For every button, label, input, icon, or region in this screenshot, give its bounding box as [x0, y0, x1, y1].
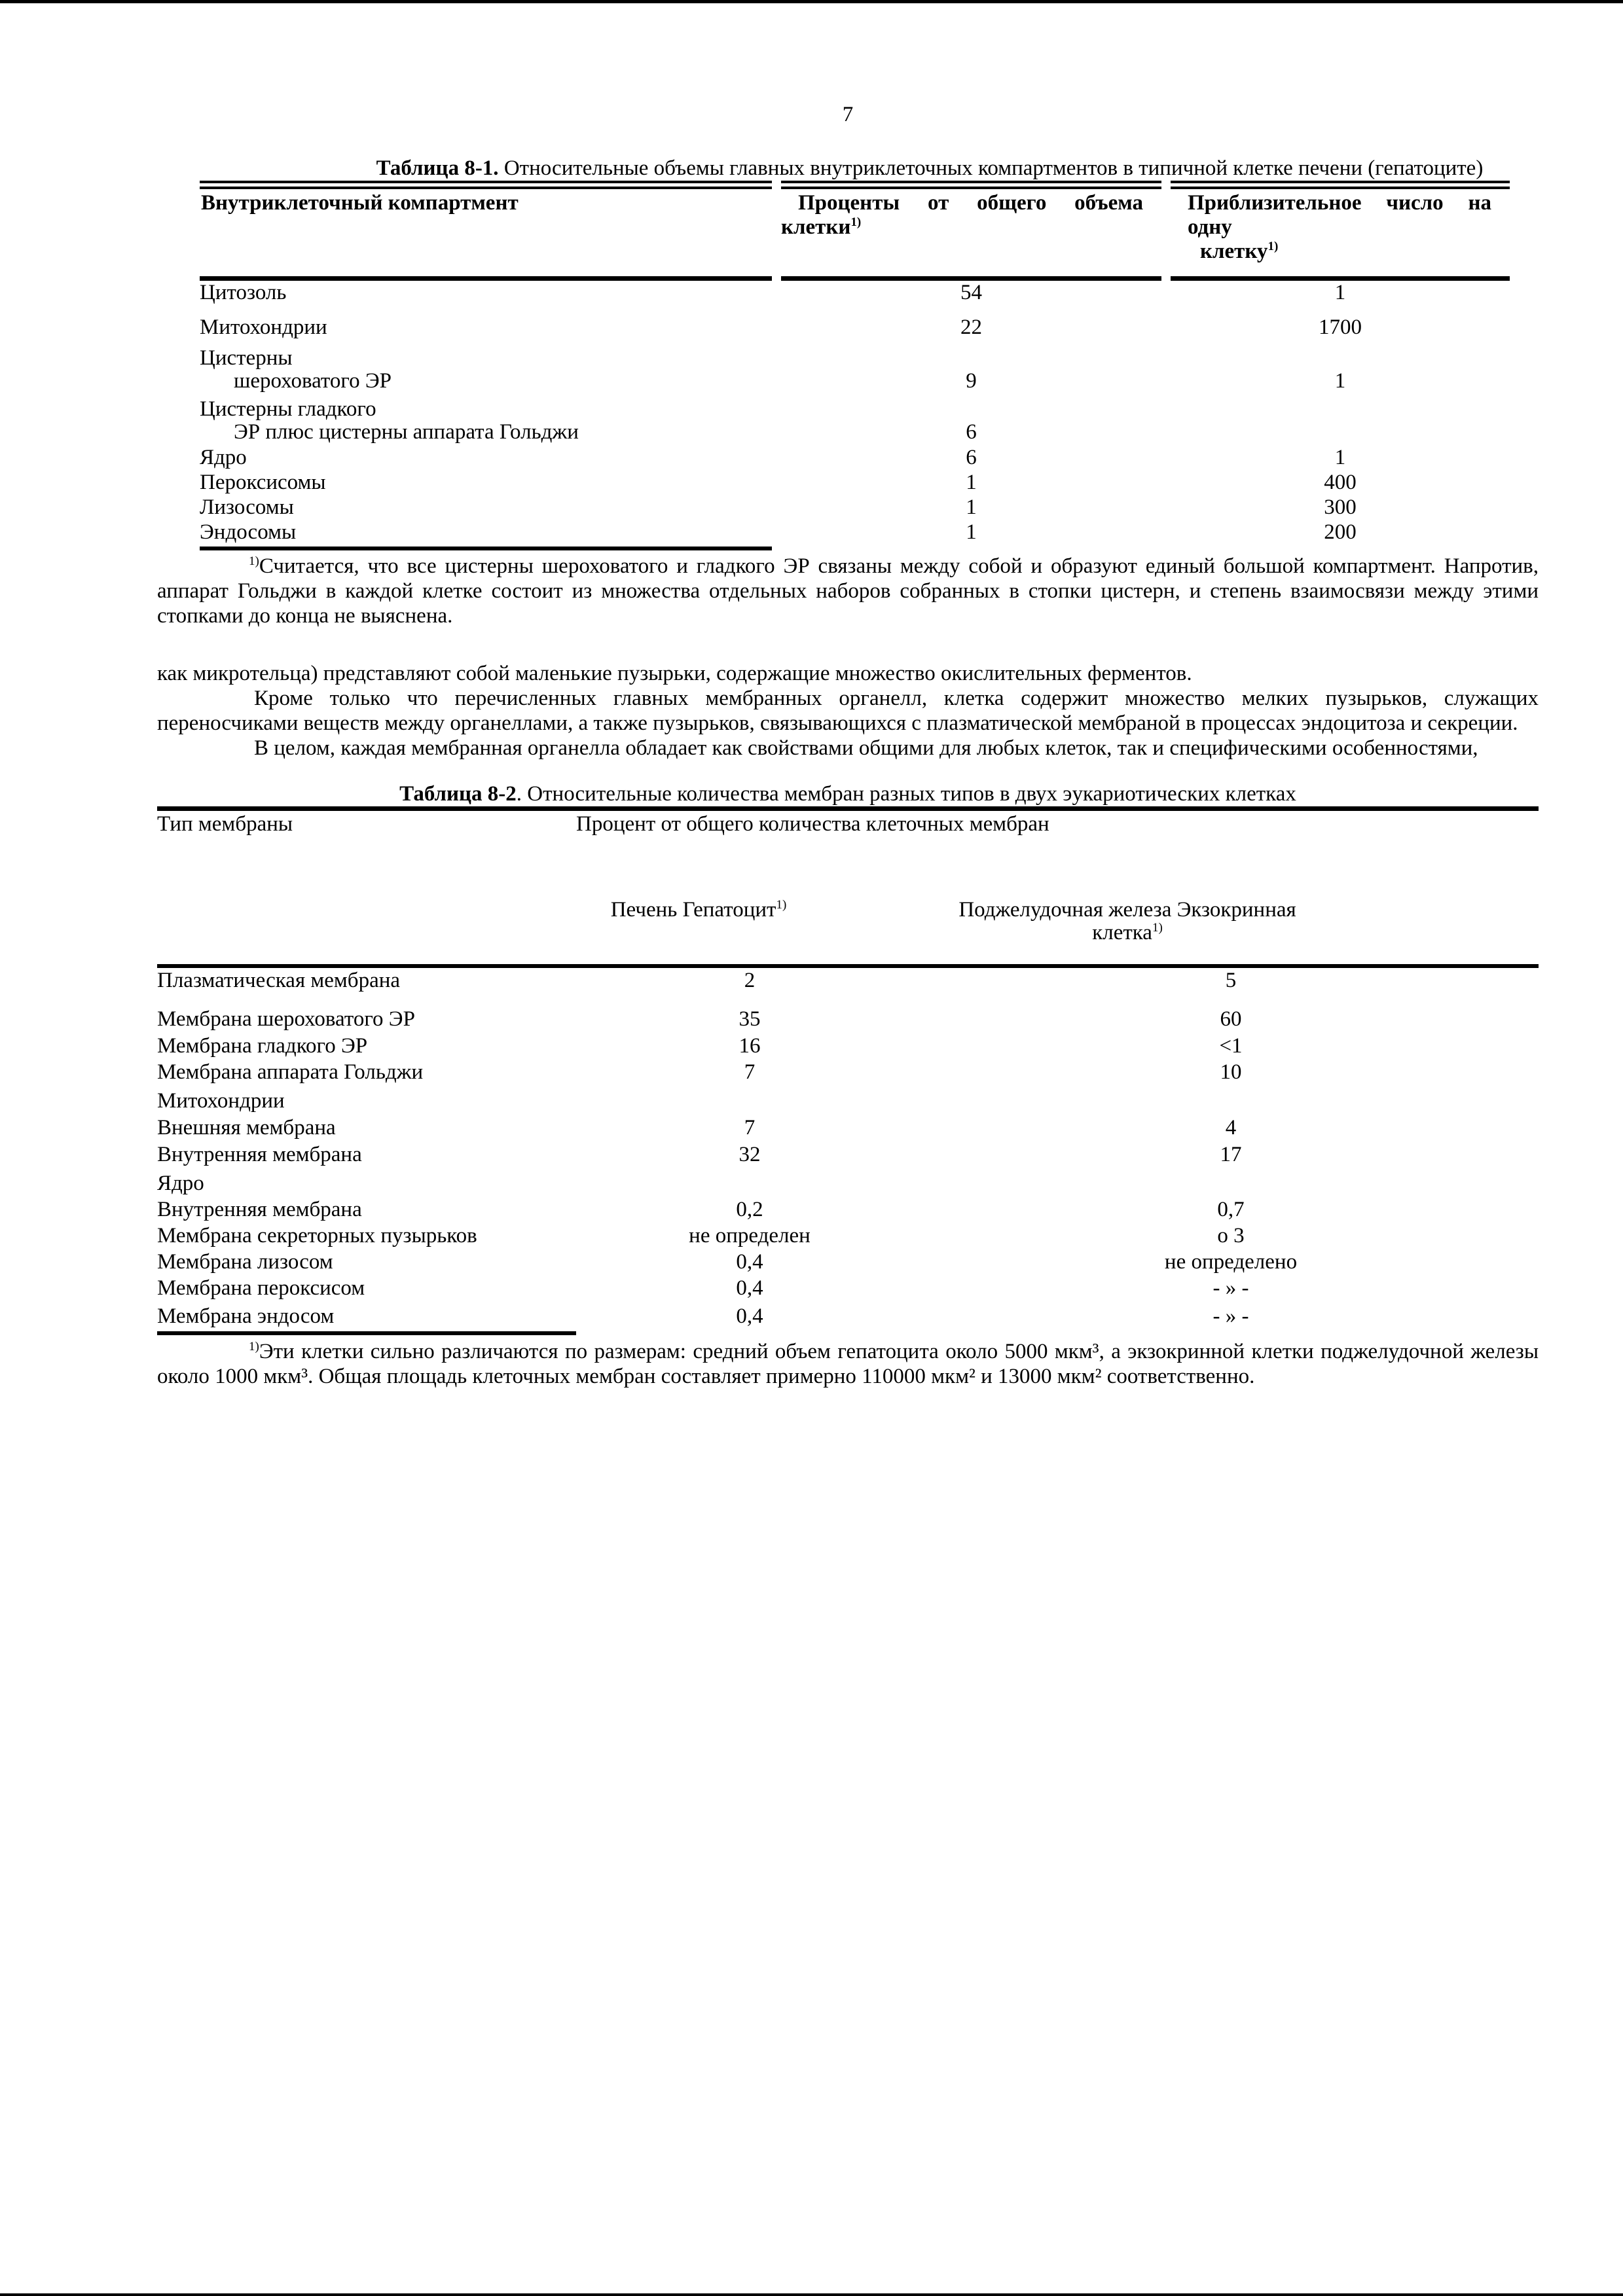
table-8-1-caption-number: Таблица 8-1. [376, 156, 499, 180]
row-count [1171, 393, 1510, 444]
footnote-ref-mark: 1) [850, 215, 862, 229]
row-pancreas-value: 17 [1220, 1143, 1242, 1166]
row-liver-value [576, 1084, 923, 1113]
page-number: 7 [842, 103, 854, 126]
row-label-line1: Ядро [200, 446, 247, 469]
row-label [200, 494, 772, 519]
row-percent: 22 [960, 315, 982, 339]
t1-header-count [1171, 181, 1510, 281]
row-percent: 54 [960, 281, 982, 304]
footnote-ref-mark: 1) [776, 898, 787, 912]
row-label: Мембрана гладкого ЭР [157, 1034, 368, 1058]
row-label: Мембрана шероховатого ЭР [157, 1007, 415, 1031]
row-pancreas-value [923, 1166, 1539, 1195]
t2-header-percent-span: Процент от общего количества клеточных мембран [576, 809, 1539, 899]
row-percent: 6 [966, 420, 977, 444]
table-row [200, 281, 1510, 304]
row-pancreas-value: - » - [1213, 1276, 1249, 1300]
row-label-line1: Цистерны [200, 346, 293, 370]
row-label-line1: Лизосомы [200, 495, 294, 519]
row-liver-value: 0,4 [736, 1304, 763, 1328]
row-pancreas-value: <1 [1219, 1034, 1243, 1058]
table-row [200, 304, 1510, 339]
row-liver-value: 0,4 [736, 1276, 763, 1300]
row-count: 300 [1324, 495, 1357, 519]
footnote-marker: 1) [249, 554, 259, 568]
table-8-2-caption-number: Таблица 8-2 [399, 782, 517, 806]
table-row [157, 1031, 1539, 1058]
row-liver-value: 7 [744, 1060, 756, 1084]
row-label-line2: ЭР плюс цистерны аппарата Гольджи [234, 420, 579, 444]
group-label: Ядро [157, 1172, 204, 1195]
row-count: 1 [1334, 281, 1346, 304]
row-pancreas-value: - » - [1213, 1304, 1249, 1328]
row-label: Мембрана пероксисом [157, 1276, 365, 1300]
table-8-2 [157, 806, 1539, 1335]
row-liver-value: 35 [739, 1007, 761, 1031]
group-header-row [157, 1166, 1539, 1195]
t2-subheader-pancreas [923, 899, 1539, 966]
paragraph-organelles: В целом, каждая мембранная органелла обладает как свойствами общими для любых клеток, так и специфическими особенностями, [254, 736, 1478, 760]
row-liver-value: 0,4 [736, 1250, 763, 1274]
row-liver-value: 0,2 [736, 1198, 763, 1221]
row-count: 400 [1324, 471, 1357, 494]
row-percent: 9 [966, 369, 977, 393]
table-row [200, 519, 1510, 550]
table-row [157, 1274, 1539, 1300]
table-row [157, 1058, 1539, 1084]
t2-subheader-liver-text: Печень Гепатоцит [610, 898, 776, 922]
row-pancreas-value: 60 [1220, 1007, 1242, 1031]
table-8-1-body [200, 281, 1510, 550]
table-row [157, 1221, 1539, 1247]
t2-header-membrane-type: Тип мембраны [157, 809, 576, 899]
row-count: 1700 [1319, 315, 1362, 339]
table-8-2-subheader-row [157, 899, 1539, 966]
row-pancreas-value: о 3 [1217, 1224, 1245, 1247]
t2-subheader-pancreas-text: Поджелудочная железа Экзокринная клетка [958, 898, 1296, 944]
t2-subheader-liver [576, 899, 923, 966]
row-liver-value: не определен [689, 1224, 811, 1247]
row-liver-value [576, 1166, 923, 1195]
table-8-1-caption [157, 156, 1539, 181]
table-row [200, 339, 1510, 393]
t1-header-count-line2-text: клетку [1200, 240, 1268, 263]
row-count: 1 [1334, 369, 1346, 393]
t1-header-count-line1: Приблизительное число на одну [1188, 191, 1491, 239]
row-label: Мембрана эндосом [157, 1300, 576, 1333]
table-8-2-caption [157, 781, 1539, 806]
table-8-1 [191, 181, 1519, 550]
table-row [200, 393, 1510, 444]
row-label-line1: Пероксисомы [200, 471, 326, 494]
paragraph-continuation: как микротельца) представляют собой маленькие пузырьки, содержащие множество окислительных ферментов. [157, 662, 1192, 685]
table-row [157, 966, 1539, 992]
table-row [157, 1247, 1539, 1274]
row-label: Мембрана секреторных пузырьков [157, 1224, 477, 1247]
t1-header-percent-line1: Проценты от общего объема [798, 191, 1143, 215]
row-label-line1: Цитозоль [200, 281, 287, 304]
paragraph-vesicles: Кроме только что перечисленных главных мембранных органелл, клетка содержит множество мелких пузырьков, служащих переносчиками веществ между органеллами, а также пузырьков, связывающихся с плазматической мембраной в процессах эндоцитоза и секреции. [157, 687, 1539, 735]
row-label [200, 281, 772, 304]
row-label: Внутренняя мембрана [157, 1198, 362, 1221]
row-label-line1: Митохондрии [200, 315, 327, 339]
row-percent: 6 [966, 446, 977, 469]
row-liver-value: 32 [739, 1143, 761, 1166]
row-pancreas-value: 5 [1225, 969, 1237, 992]
table-row [157, 1113, 1539, 1139]
table-row [157, 992, 1539, 1031]
table-8-1-header-row [200, 181, 1510, 281]
group-header-row [157, 1084, 1539, 1113]
table-8-2-body [157, 966, 1539, 1333]
table-row [200, 469, 1510, 494]
row-liver-value: 7 [744, 1116, 756, 1139]
row-pancreas-value: не определено [1164, 1250, 1298, 1274]
row-label: Внешняя мембрана [157, 1116, 336, 1139]
table-row [200, 444, 1510, 469]
table-8-1-footnote [157, 554, 1539, 628]
table-8-2-caption-text: . Относительные количества мембран разных типов в двух эукариотических клетках [516, 782, 1296, 806]
row-label: Мембрана аппарата Гольджи [157, 1060, 424, 1084]
table-8-1-header [200, 181, 1510, 281]
footnote-ref-mark: 1) [1267, 240, 1279, 253]
row-count: 200 [1324, 520, 1357, 544]
row-label-line2: шероховатого ЭР [234, 369, 392, 393]
row-liver-value: 16 [739, 1034, 761, 1058]
page-top-edge-line [0, 0, 1623, 3]
table-8-1-footnote-text: Считается, что все цистерны шероховатого и гладкого ЭР связаны между собой и образуют единый большой компартмент. Напротив, аппарат Гольджи в каждой клетке состоит из множества отдельных наборов собранных в стопки цистерн, и степень взаимосвязи между этими стопками до конца не выяснена. [157, 554, 1539, 628]
table-row [157, 1300, 1539, 1333]
row-label-line1: Эндосомы [200, 520, 297, 544]
t1-header-percent-line2 [781, 215, 1161, 240]
row-label-line1: Цистерны гладкого [200, 397, 376, 421]
row-percent: 1 [966, 471, 977, 494]
row-label [200, 444, 772, 469]
table-8-2-header-row [157, 809, 1539, 899]
row-percent: 1 [966, 495, 977, 519]
page-bottom-edge-line [0, 2293, 1623, 2296]
row-label [200, 469, 772, 494]
table-8-2-footnote [157, 1339, 1539, 1389]
row-pancreas-value: 0,7 [1217, 1198, 1245, 1221]
row-percent: 1 [966, 520, 977, 544]
row-label: Плазматическая мембрана [157, 969, 401, 992]
t1-header-count-line2 [1171, 240, 1510, 264]
row-label [200, 339, 772, 393]
t1-header-compartment: Внутриклеточный компартмент [200, 181, 772, 281]
row-count: 1 [1334, 446, 1346, 469]
row-label: Внутренняя мембрана [157, 1143, 362, 1166]
row-liver-value: 2 [744, 969, 756, 992]
footnote-ref-mark: 1) [1152, 921, 1163, 935]
table-row [157, 1139, 1539, 1166]
row-label [200, 519, 772, 550]
row-label [200, 304, 772, 339]
t1-header-percent-line2-text: клетки [781, 215, 851, 239]
row-pancreas-value: 4 [1225, 1116, 1237, 1139]
row-label: Мембрана лизосом [157, 1250, 333, 1274]
footnote-marker: 1) [249, 1340, 259, 1354]
table-8-2-footnote-text: Эти клетки сильно различаются по размерам: средний объем гепатоцита около 5000 мкм³, а экзокринной клетки поджелудочной железы около 1000 мкм³. Общая площадь клеточных мембран составляет примерно 110000 мкм² и 13000 мкм² соответственно. [157, 1340, 1539, 1388]
t2-subheader-empty [157, 899, 576, 966]
row-pancreas-value: 10 [1220, 1060, 1242, 1084]
t1-header-percent [781, 181, 1161, 281]
table-8-2-header [157, 809, 1539, 967]
table-row [157, 1195, 1539, 1221]
table-8-1-caption-text: Относительные объемы главных внутриклеточных компартментов в типичной клетке печени (гепатоците) [498, 156, 1484, 180]
row-pancreas-value [923, 1084, 1539, 1113]
table-row [200, 494, 1510, 519]
row-label [200, 393, 772, 444]
group-label: Митохондрии [157, 1089, 285, 1113]
